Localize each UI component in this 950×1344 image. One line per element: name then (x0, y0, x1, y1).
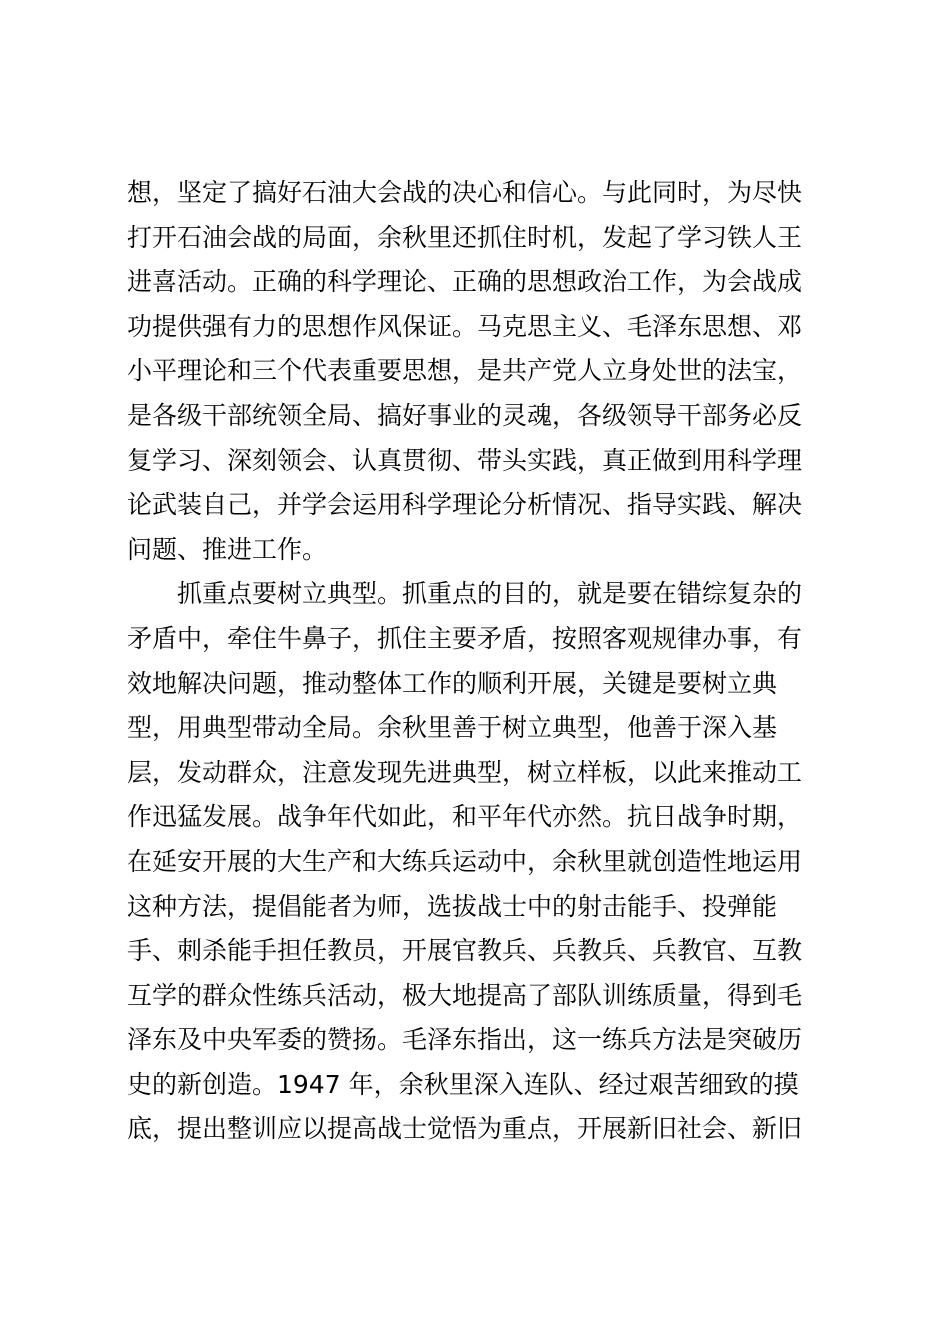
text-line-3: 进喜活动。正确的科学理论、正确的思想政治工作，为会战成 (127, 267, 803, 297)
text-line-16: 在延安开展的大生产和大练兵运动中，余秋里就创造性地运用 (127, 846, 803, 876)
text-line-21: 史的新创造。1947 年，余秋里深入连队、经过艰苦细致的摸 (127, 1069, 799, 1099)
text-line-9: 问题、推进工作。 (127, 534, 328, 564)
text-line-7: 复学习、深刻领会、认真贯彻、带头实践，真正做到用科学理 (127, 445, 803, 475)
text-line-4: 功提供强有力的思想作风保证。马克思主义、毛泽东思想、邓 (127, 311, 803, 341)
text-line-10: 抓重点要树立典型。抓重点的目的，就是要在错综复杂的 (127, 579, 803, 609)
text-line-19: 互学的群众性练兵活动，极大地提高了部队训练质量，得到毛 (127, 980, 803, 1010)
text-line-20: 泽东及中央军委的赞扬。毛泽东指出，这一练兵方法是突破历 (127, 1025, 803, 1055)
text-line-5: 小平理论和三个代表重要思想，是共产党人立身处世的法宝， (127, 356, 803, 386)
text-line-2: 打开石油会战的局面，余秋里还抓住时机，发起了学习铁人王 (127, 222, 803, 252)
text-line-1: 想，坚定了搞好石油大会战的决心和信心。与此同时，为尽快 (127, 178, 803, 207)
text-line-11: 矛盾中，牵住牛鼻子，抓住主要矛盾，按照客观规律办事，有 (127, 623, 803, 653)
text-line-8: 论武装自己，并学会运用科学理论分析情况、指导实践、解决 (127, 490, 803, 520)
text-line-15: 作迅猛发展。战争年代如此，和平年代亦然。抗日战争时期， (127, 802, 803, 832)
body-text (127, 171, 827, 1152)
text-line-22: 底，提出整训应以提高战士觉悟为重点，开展新旧社会、新旧 (127, 1114, 803, 1144)
text-line-17: 这种方法，提倡能者为师，选拔战士中的射击能手、投弹能 (127, 891, 778, 921)
text-line-13: 型，用典型带动全局。余秋里善于树立典型，他善于深入基 (127, 713, 778, 743)
text-line-6: 是各级干部统领全局、搞好事业的灵魂，各级领导干部务必反 (127, 400, 803, 430)
text-line-12: 效地解决问题，推动整体工作的顺利开展，关键是要树立典 (127, 668, 778, 698)
text-line-14: 层，发动群众，注意发现先进典型，树立样板，以此来推动工 (127, 757, 803, 787)
text-line-18: 手、刺杀能手担任教员，开展官教兵、兵教兵、兵教官、互教 (127, 936, 803, 966)
